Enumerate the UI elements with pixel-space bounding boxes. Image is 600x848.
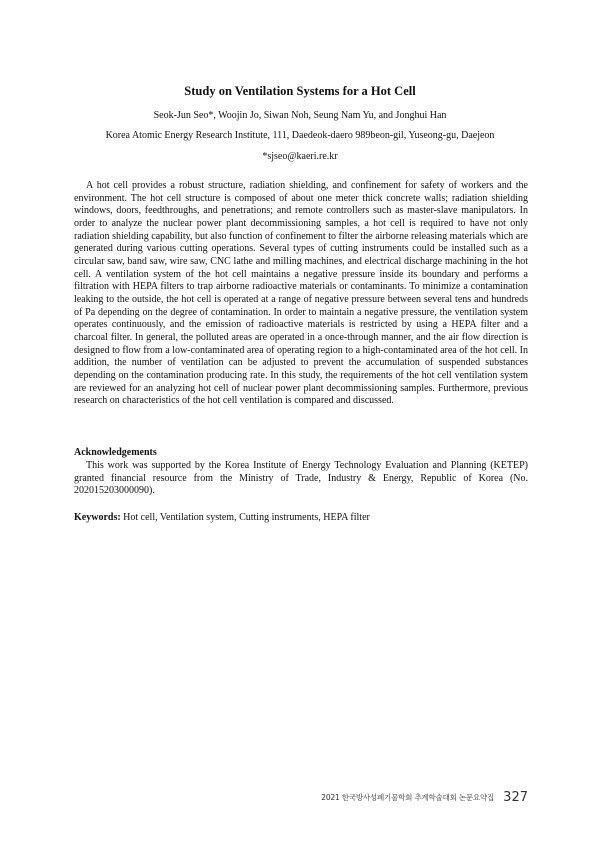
page-footer bbox=[321, 787, 528, 806]
paper-title: Study on Ventilation Systems for a Hot Cell bbox=[184, 84, 416, 98]
acknowledgements-body: This work was supported by the Korea Institute of Energy Technology Evaluation and Planning (KETEP) granted financial resource from the Ministry of Trade, Industry & Energy, Republic of Korea (No. 202015203000090). bbox=[74, 460, 528, 496]
corresponding-email: *sjseo@kaeri.re.kr bbox=[262, 151, 338, 162]
keywords-values: Hot cell, Ventilation system, Cutting instruments, HEPA filter bbox=[123, 512, 370, 523]
conference-name: 2021 한국방사성폐기물학회 추계학술대회 논문요약집 bbox=[321, 793, 495, 802]
keywords-line bbox=[74, 512, 528, 523]
author-list: Seok-Jun Seo*, Woojin Jo, Siwan Noh, Seung Nam Yu, and Jonghui Han bbox=[153, 110, 447, 121]
author-affiliation: Korea Atomic Energy Research Institute, 111, Daedeok-daero 989beon-gil, Yuseong-gu, Daejeon bbox=[105, 130, 495, 141]
page-number: 327 bbox=[503, 790, 528, 805]
acknowledgements-heading: Acknowledgements bbox=[74, 447, 157, 458]
keywords-label: Keywords: bbox=[74, 512, 121, 523]
abstract-body: A hot cell provides a robust structure, radiation shielding, and confinement for safety of workers and the environment. The hot cell structure is composed of about one meter thick concrete walls; radiation shielding windows, doors, feedthroughs, and penetrations; and remote controllers such as master-slave manipulators. In order to analyze the nuclear power plant decommissioning samples, a hot cell is required to have not only radiation shielding capability, but also function of confinement to filter the airborne releasing materials which are generated during various cutting operations. Several types of cutting instruments could be installed such as a circular saw, band saw, wire saw, CNC lathe and milling machines, and electrical discharge machining in the hot cell. A ventilation system of the hot cell maintains a negative pressure inside its boundary and performs a filtration with HEPA filters to trap airborne radioactive materials or contaminants. To minimize a contamination leaking to the outside, the hot cell is operated at a range of negative pressure between several tens and hundreds of Pa depending on the degree of contamination. In order to maintain a negative pressure, the ventilation system operates continuously, and the emission of radioactive materials is restricted by using a HEPA filter and a charcoal filter. In general, the polluted areas are operated in a once-through manner, and the air flow direction is designed to flow from a low-contaminated area of operating region to a high-contaminated area of the hot cell. In addition, the number of ventilation can be adjusted to prevent the accumulation of suspended substances depending on the contamination producing rate. In this study, the requirements of the hot cell ventilation system are reviewed for an analyzing hot cell of nuclear power plant decommissioning samples. Furthermore, previous research on characteristics of the hot cell ventilation is compared and discussed. bbox=[74, 180, 528, 407]
